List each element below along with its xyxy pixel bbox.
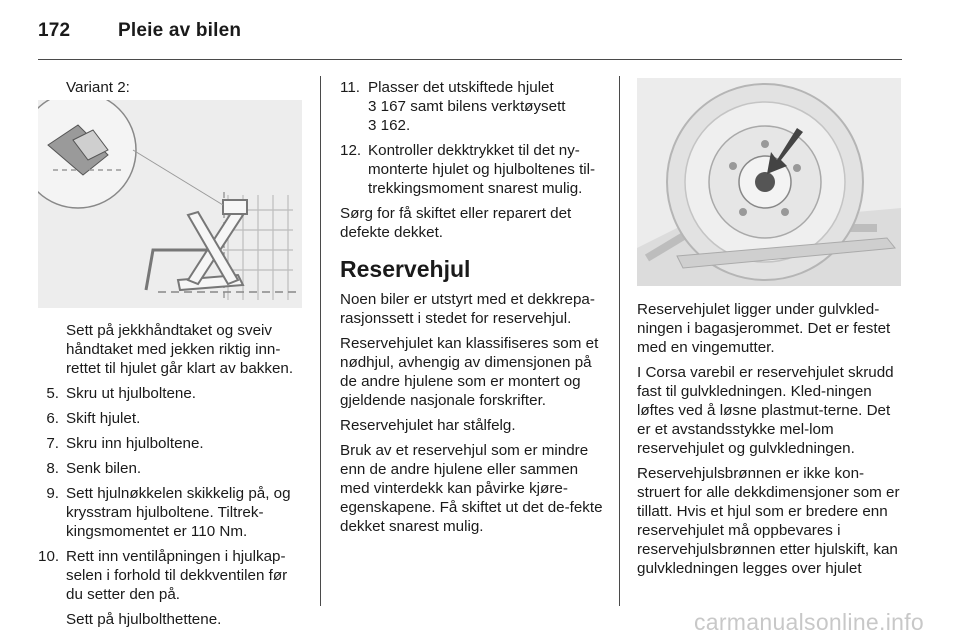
final-step: Sett på hjulbolthettene. [66, 611, 222, 628]
paragraph: Sørg for få skiftet eller reparert det defekte dekket. [340, 205, 572, 241]
paragraph: I Corsa varebil er reservehjulet skrudd fast til gulvkledningen. Kled-ningen løftes ved å løsne plastmut-terne. Det er et avstandsstykke mel-lom reservehjulet og gulvkledningen. [637, 364, 894, 457]
column-divider-1 [320, 76, 321, 606]
steps-list-1 [38, 384, 308, 604]
column-3 [637, 300, 905, 584]
list-item: 6. Skift hjulet. [46, 410, 141, 427]
paragraph: Noen biler er utstyrt med et dekkrepa-rasjonssett i stedet for reservehjul. [340, 291, 595, 327]
list-item: 12. Kontroller dekktrykket til det ny-monterte hjulet og hjulboltenes til-trekkingsmoment snarest mulig. [340, 142, 596, 197]
page-number: 172 [38, 20, 71, 41]
paragraph: Bruk av et reservehjul som er mindre enn de andre hjulene eller sammen med vinterdekk kan påvirke kjøre-egenskapene. Få skiftet ut det de-fekte dekket snarest mulig. [340, 442, 603, 535]
watermark: carmanualsonline.info [693, 609, 924, 635]
header-rule [38, 59, 902, 60]
paragraph: Reservehjulet ligger under gulvkled-ningen i bagasjerommet. Det er festet med en vingemutter. [637, 301, 891, 356]
paragraph: Reservehjulet kan klassifiseres som et nødhjul, avhengig av dimensjonen på de andre hjulene som er montert og gjeldende nasjonale forskrifter. [340, 335, 599, 409]
jack-caption: Sett på jekkhåndtaket og sveiv håndtaket med jekken riktig inn-rettet til hjulet går klart av bakken. [66, 322, 294, 377]
list-item: 8. Senk bilen. [46, 460, 142, 477]
jack-illustration [38, 100, 302, 308]
variant-label: Variant 2: [66, 79, 130, 96]
paragraph: Reservehjulet har stålfelg. [340, 417, 516, 434]
page-reference[interactable]: 3 162. [368, 117, 411, 134]
page-title: Pleie av bilen [118, 20, 242, 41]
section-heading: Reservehjul [340, 256, 471, 282]
steps-list-2 [340, 78, 608, 198]
list-item: 11. Plasser det utskiftede hjulet 3 167 samt bilens verktøysett 3 162. [340, 79, 566, 134]
list-item: 5. Skru ut hjulboltene. [46, 385, 197, 402]
list-item: 9. Sett hjulnøkkelen skikkelig på, og krysstram hjulboltene. Tiltrek-kingsmomentet er 110 Nm. [46, 485, 291, 540]
column-divider-2 [619, 76, 620, 606]
list-item: 7. Skru inn hjulboltene. [46, 435, 204, 452]
column-2 [340, 78, 608, 542]
spare-wheel-illustration [637, 78, 901, 286]
list-item: 10. Rett inn ventilåpningen i hjulkap-selen i forhold til dekkventilen før du setter den på. [38, 548, 288, 603]
paragraph: Reservehjulsbrønnen er ikke kon-struert for alle dekkdimensjoner som er tillatt. Hvis et hjul som er bredere enn reservehjulet må oppbevares i reservehjulsbrønnen etter hjulskift, kan gulvkledningen legges over hjulet [637, 465, 900, 577]
page-reference[interactable]: 3 167 samt bilens verktøysett [368, 98, 566, 115]
page-header [38, 20, 241, 42]
